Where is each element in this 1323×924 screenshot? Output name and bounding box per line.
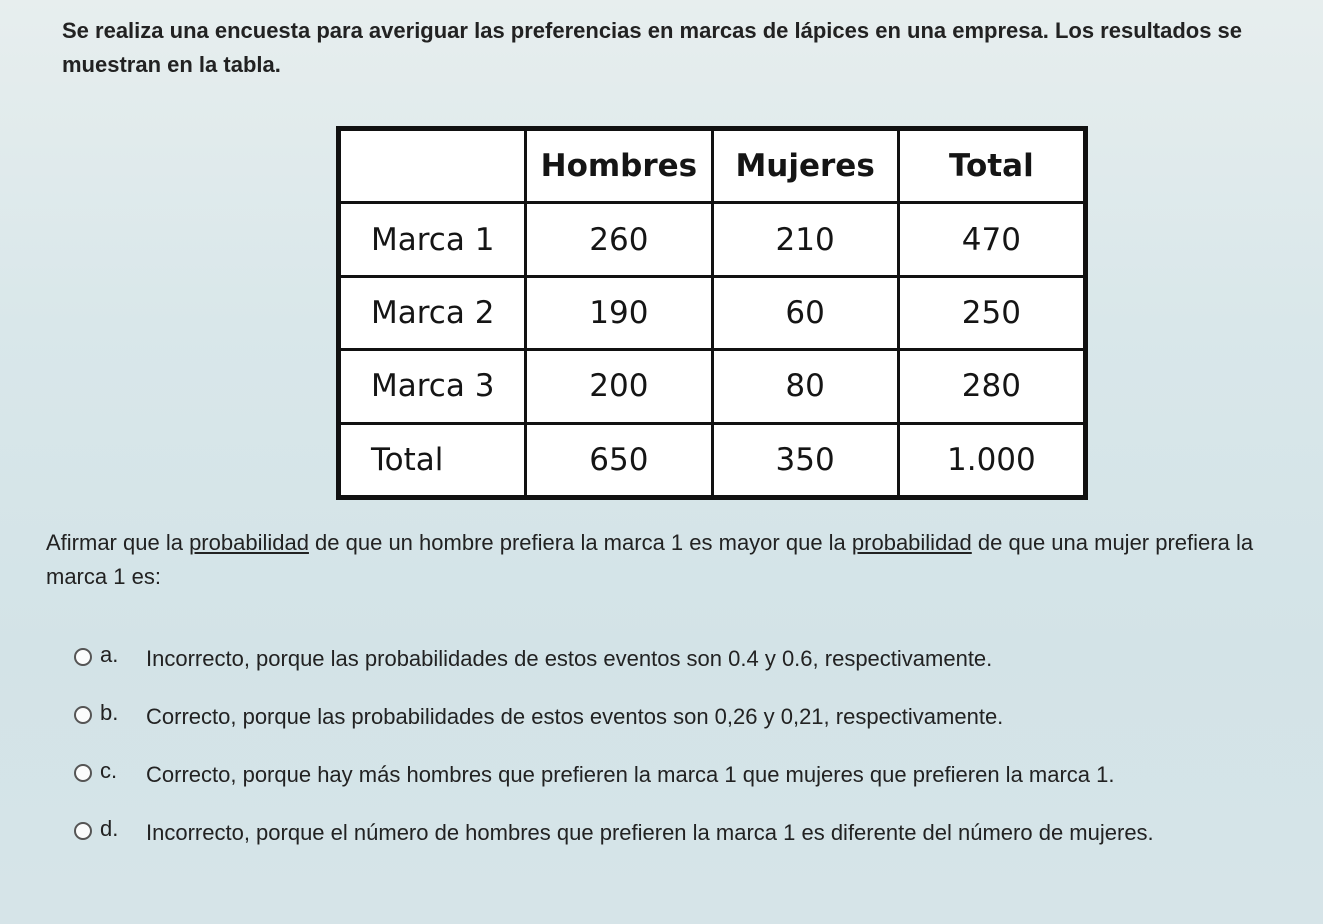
statement-underlined-word-2: probabilidad: [851, 530, 972, 555]
header-total: Total: [898, 130, 1084, 203]
radio-button-a[interactable]: [74, 648, 92, 666]
option-text: Incorrecto, porque el número de hombres que prefieren la marca 1 es diferente del número de mujeres.: [146, 820, 1154, 845]
question-statement: [46, 526, 1306, 594]
header-mujeres: Mujeres: [712, 130, 898, 203]
table-header-row: [340, 130, 1085, 203]
cell-total: 1.000: [898, 423, 1084, 496]
survey-table: [336, 126, 1088, 500]
option-text: Correcto, porque hay más hombres que prefieren la marca 1 que mujeres que prefieren la marca 1.: [146, 762, 1115, 787]
option-letter: d.: [100, 816, 119, 841]
question-intro: Se realiza una encuesta para averiguar las preferencias en marcas de lápices en una empresa. Los resultados se muestran en la tabla.: [62, 18, 1243, 77]
statement-part-1: Afirmar que la: [46, 530, 190, 555]
option-letter: c.: [100, 758, 118, 783]
option-text: Correcto, porque las probabilidades de estos eventos son 0,26 y 0,21, respectivamente.: [146, 704, 1004, 729]
row-label: Marca 2: [340, 276, 526, 349]
option-b[interactable]: [64, 698, 1314, 756]
cell-hombres: 260: [526, 203, 712, 276]
table-row: [340, 203, 1085, 276]
header-empty: [340, 130, 526, 203]
data-table: [338, 128, 1086, 498]
option-letter: b.: [100, 700, 119, 725]
row-label: Total: [340, 423, 526, 496]
cell-total: 470: [898, 203, 1084, 276]
option-letter: a.: [100, 642, 119, 667]
answer-options: [64, 640, 1314, 894]
row-label: Marca 3: [340, 350, 526, 423]
table-row: [340, 423, 1085, 496]
cell-total: 250: [898, 276, 1084, 349]
radio-button-d[interactable]: [74, 822, 92, 840]
table-row: [340, 276, 1085, 349]
statement-part-2: de que un hombre prefiera la marca 1 es mayor que la: [308, 530, 852, 555]
header-hombres: Hombres: [526, 130, 712, 203]
option-text: Incorrecto, porque las probabilidades de estos eventos son 0.4 y 0.6, respectivamente.: [146, 646, 993, 671]
cell-mujeres: 80: [712, 350, 898, 423]
radio-button-b[interactable]: [74, 706, 92, 724]
cell-hombres: 190: [526, 276, 712, 349]
option-a[interactable]: [64, 640, 1314, 698]
cell-hombres: 200: [526, 350, 712, 423]
cell-mujeres: 60: [712, 276, 898, 349]
statement-part-3: de que una mujer prefiera la marca 1 es:: [46, 530, 1254, 589]
cell-total: 280: [898, 350, 1084, 423]
radio-button-c[interactable]: [74, 764, 92, 782]
row-label: Marca 1: [340, 203, 526, 276]
option-c[interactable]: [64, 756, 1314, 814]
option-d[interactable]: [64, 814, 1314, 894]
cell-hombres: 650: [526, 423, 712, 496]
cell-mujeres: 350: [712, 423, 898, 496]
cell-mujeres: 210: [712, 203, 898, 276]
table-row: [340, 350, 1085, 423]
statement-underlined-word-1: probabilidad: [189, 530, 309, 555]
